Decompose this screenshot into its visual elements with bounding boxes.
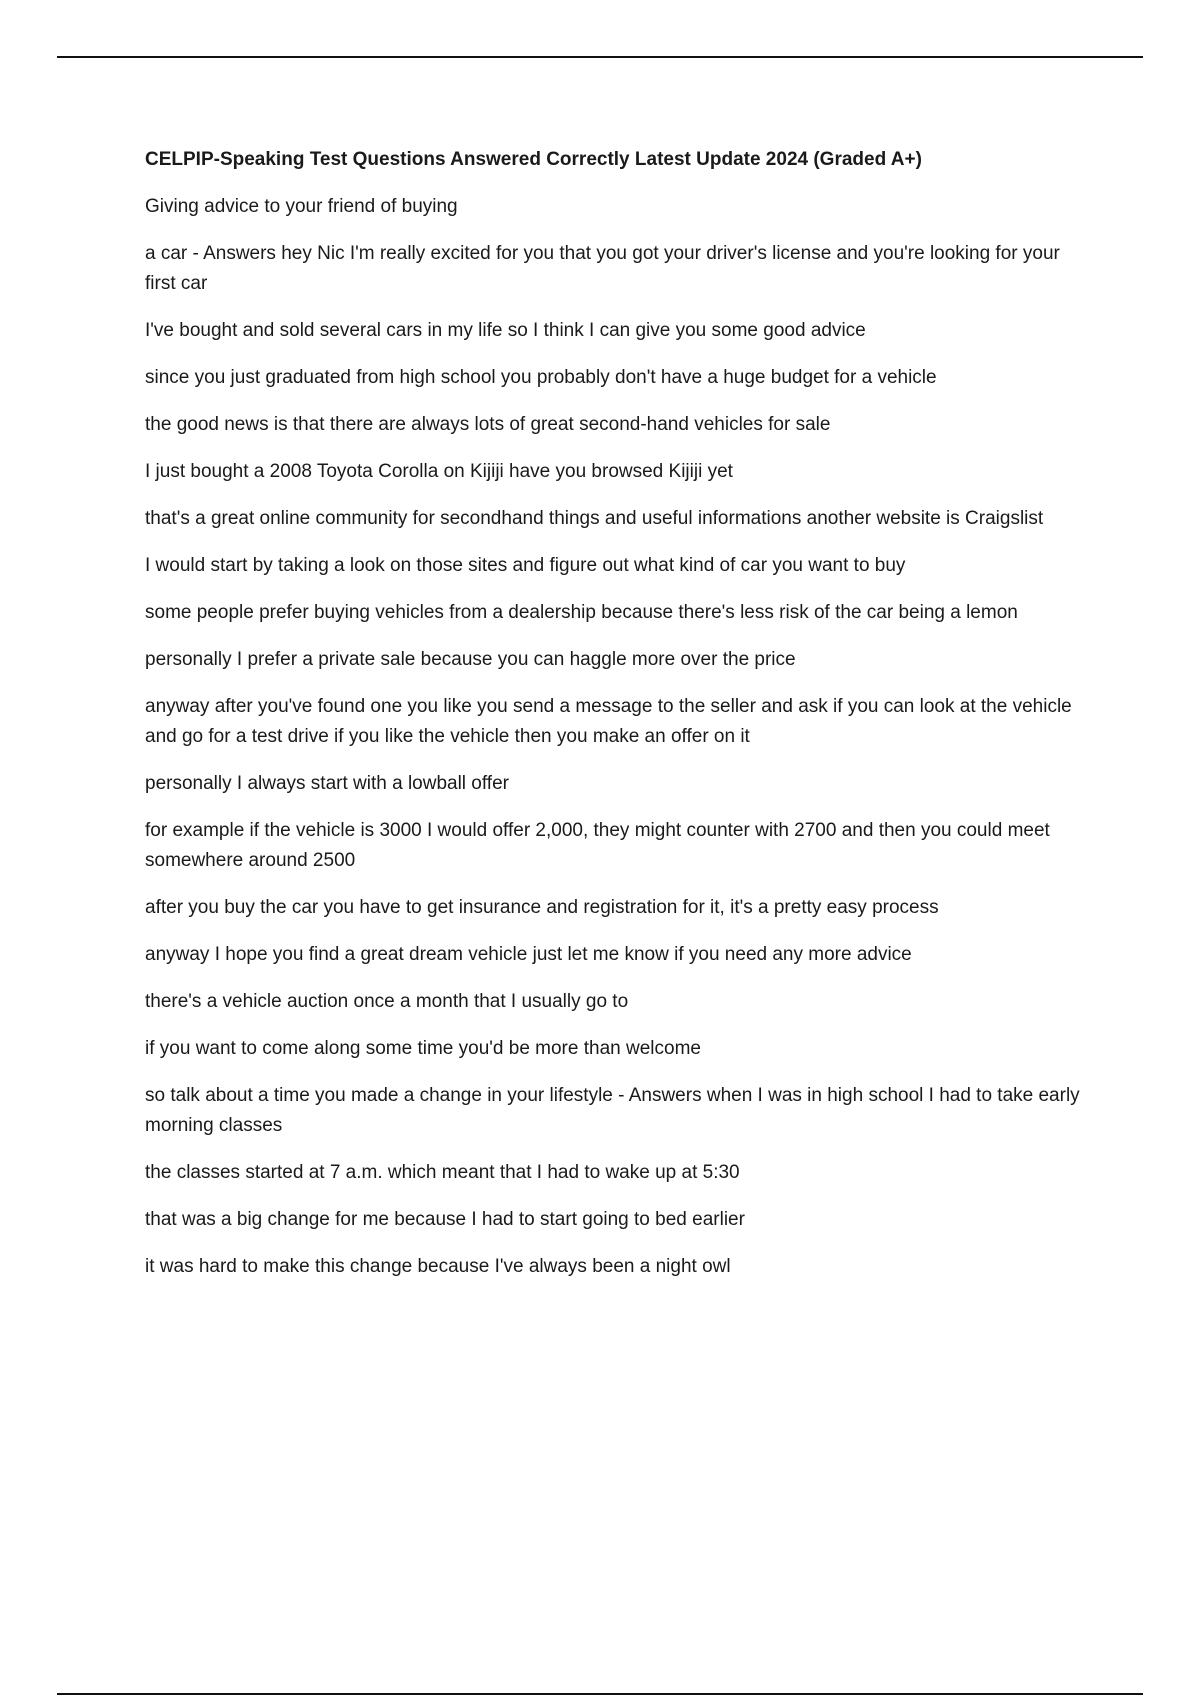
paragraph: if you want to come along some time you'd be more than welcome <box>145 1038 701 1059</box>
paragraph: I've bought and sold several cars in my life so I think I can give you some good advice <box>145 320 866 341</box>
document-body <box>145 145 1090 1299</box>
paragraph: I just bought a 2008 Toyota Corolla on Kijiji have you browsed Kijiji yet <box>145 461 733 482</box>
paragraph: that's a great online community for secondhand things and useful informations another website is Craigslist <box>145 508 1044 529</box>
paragraph: for example if the vehicle is 3000 I would offer 2,000, they might counter with 2700 and then you could meet somewhere around 2500 <box>145 820 1050 871</box>
header-rule <box>57 56 1143 58</box>
paragraph: the classes started at 7 a.m. which meant that I had to wake up at 5:30 <box>145 1162 740 1183</box>
paragraph: some people prefer buying vehicles from a dealership because there's less risk of the car being a lemon <box>145 602 1018 623</box>
paragraph: anyway I hope you find a great dream vehicle just let me know if you need any more advice <box>145 944 912 965</box>
paragraph: personally I always start with a lowball offer <box>145 773 509 794</box>
footer-rule <box>57 1693 1143 1695</box>
paragraph: anyway after you've found one you like you send a message to the seller and ask if you can look at the vehicle and go for a test drive if you like the vehicle then you make an offer on it <box>145 696 1072 747</box>
paragraph: a car - Answers hey Nic I'm really excited for you that you got your driver's license and you're looking for your first car <box>145 243 1060 294</box>
paragraph: the good news is that there are always lots of great second-hand vehicles for sale <box>145 414 831 435</box>
paragraph: so talk about a time you made a change in your lifestyle - Answers when I was in high school I had to take early morning classes <box>145 1085 1080 1136</box>
document-title: CELPIP-Speaking Test Questions Answered Correctly Latest Update 2024 (Graded A+) <box>145 149 922 170</box>
paragraph: after you buy the car you have to get insurance and registration for it, it's a pretty easy process <box>145 897 939 918</box>
paragraph: personally I prefer a private sale because you can haggle more over the price <box>145 649 796 670</box>
paragraph-list <box>145 192 1090 1282</box>
paragraph: that was a big change for me because I had to start going to bed earlier <box>145 1209 745 1230</box>
paragraph: there's a vehicle auction once a month that I usually go to <box>145 991 629 1012</box>
paragraph: since you just graduated from high school you probably don't have a huge budget for a vehicle <box>145 367 937 388</box>
paragraph: it was hard to make this change because I've always been a night owl <box>145 1256 731 1277</box>
paragraph: I would start by taking a look on those sites and figure out what kind of car you want to buy <box>145 555 906 576</box>
paragraph: Giving advice to your friend of buying <box>145 196 458 217</box>
